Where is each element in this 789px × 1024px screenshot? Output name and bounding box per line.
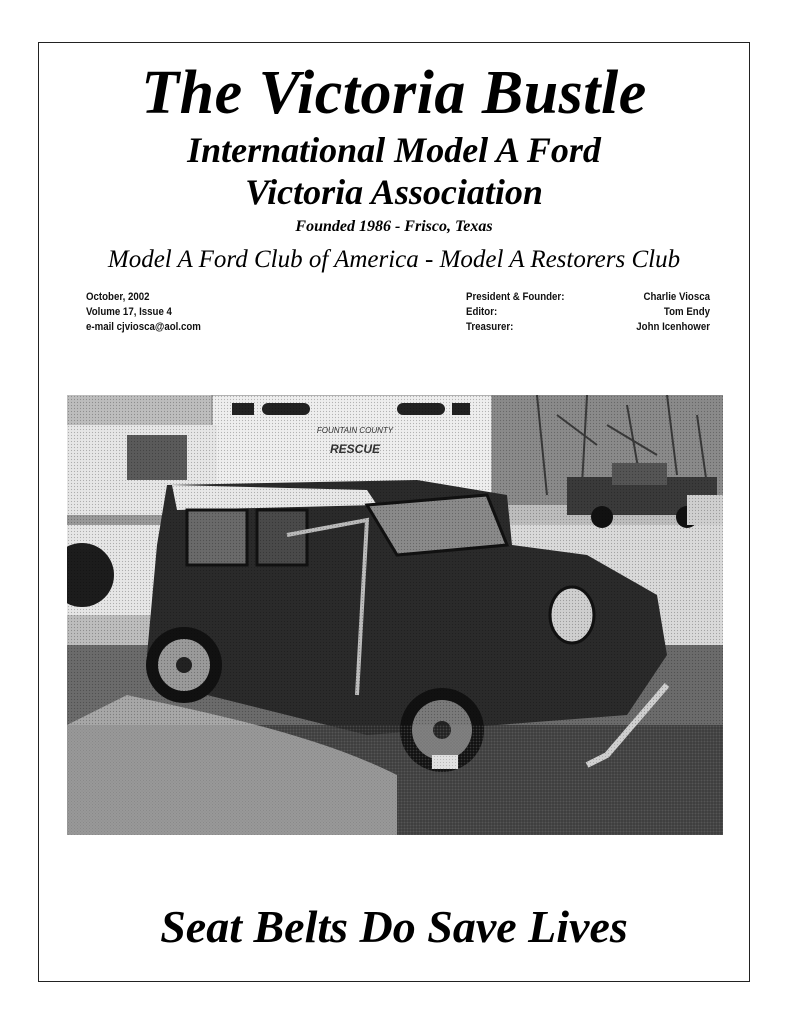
issue-info [86,290,201,335]
cover-photo [67,395,723,835]
staff-roles [466,290,564,335]
cover-headline: Seat Belts Do Save Lives [160,901,628,952]
staff-name: Charlie Viosca [643,291,710,303]
staff-name: Tom Endy [663,306,710,318]
staff-role: Editor: [466,306,498,318]
association-name-line1: International Model A Ford [187,130,601,170]
affiliated-clubs: Model A Ford Club of America - Model A Restorers Club [107,246,681,273]
staff-role: President & Founder: [466,291,565,303]
staff-names [604,290,710,335]
contact-email: e-mail cjviosca@aol.com [86,321,201,333]
staff-role: Treasurer: [466,321,514,333]
staff-name: John Icenhower [636,321,710,333]
founded-line: Founded 1986 - Frisco, Texas [295,218,493,235]
association-name-line2: Victoria Association [245,172,543,212]
issue-volume: Volume 17, Issue 4 [86,306,172,318]
issue-date: October, 2002 [86,291,150,303]
newsletter-title: The Victoria Bustle [141,59,647,127]
